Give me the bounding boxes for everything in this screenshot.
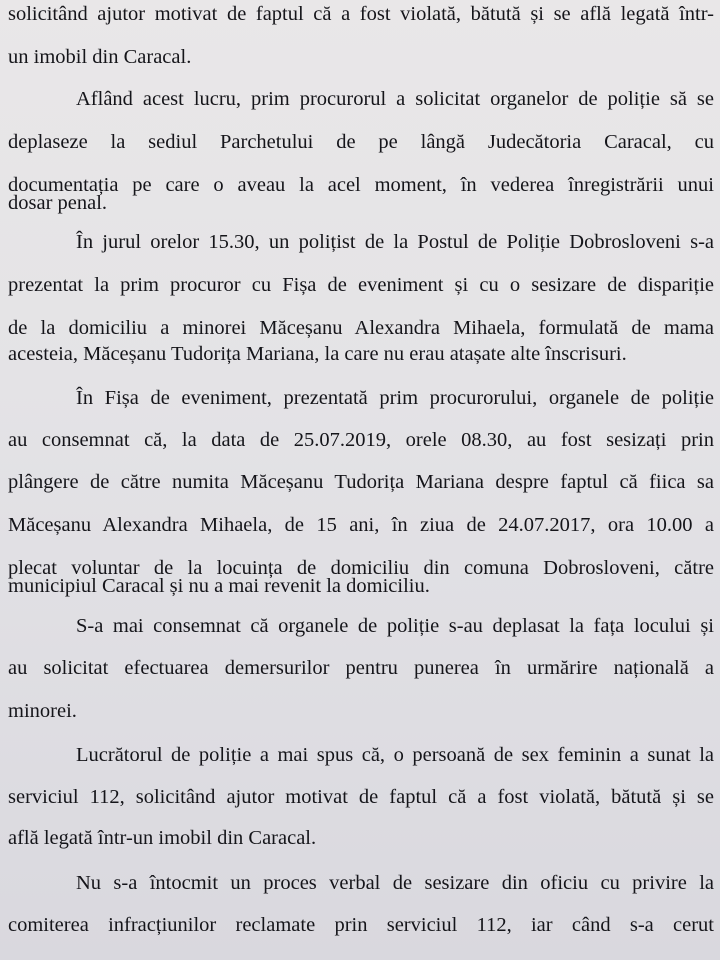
text-line: comiterea infracțiunilor reclamate prin serviciul 112, iar când s-a cerut [8,914,714,936]
text-line: În Fișa de eveniment, prezentată prim procurorului, organele de poliție [76,387,714,409]
text-line: Măceșanu Alexandra Mihaela, de 15 ani, în ziua de 24.07.2017, ora 10.00 a [8,514,714,536]
text-line: plecat voluntar de la locuința de domiciliu din comuna Dobrosloveni, către [8,557,714,579]
text-line: de la domiciliu a minorei Măceșanu Alexandra Mihaela, formulată de mama [8,317,714,339]
text-line: deplaseze la sediul Parchetului de pe lângă Judecătoria Caracal, cu [8,131,714,153]
text-line: au solicitat efectuarea demersurilor pentru punerea în urmărire națională a [8,657,714,679]
text-line: În jurul orelor 15.30, un polițist de la Postul de Poliție Dobrosloveni s-a [76,231,714,253]
text-line: au consemnat că, la data de 25.07.2019, orele 08.30, au fost sesizați prin [8,429,714,451]
text-line: Lucrătorul de poliție a mai spus că, o persoană de sex feminin a sunat la [76,744,714,766]
text-line: municipiul Caracal și nu a mai revenit la domiciliu. [8,575,430,597]
text-line: serviciul 112, solicitând ajutor motivat de faptul că a fost violată, bătută și se [8,786,714,808]
text-line: minorei. [8,700,77,722]
text-line: prezentat la prim procuror cu Fișa de eveniment și cu o sesizare de dispariție [8,274,714,296]
text-line: un imobil din Caracal. [8,46,192,68]
text-line: află legată într-un imobil din Caracal. [8,827,317,849]
text-line: documentația pe care o aveau la acel moment, în vederea înregistrării unui [8,174,714,196]
text-line: S-a mai consemnat că organele de poliție s-au deplasat la fața locului și [76,615,714,637]
text-line: solicitând ajutor motivat de faptul că a fost violată, bătută și se află legată într- [8,3,714,25]
text-line: plângere de către numita Măceșanu Tudorița Mariana despre faptul că fiica sa [8,471,714,493]
text-line: Aflând acest lucru, prim procurorul a solicitat organelor de poliție să se [76,88,714,110]
text-line: acesteia, Măceșanu Tudorița Mariana, la care nu erau atașate alte înscrisuri. [8,343,627,365]
text-line: Nu s-a întocmit un proces verbal de sesizare din oficiu cu privire la [76,872,714,894]
text-line: dosar penal. [8,192,108,214]
